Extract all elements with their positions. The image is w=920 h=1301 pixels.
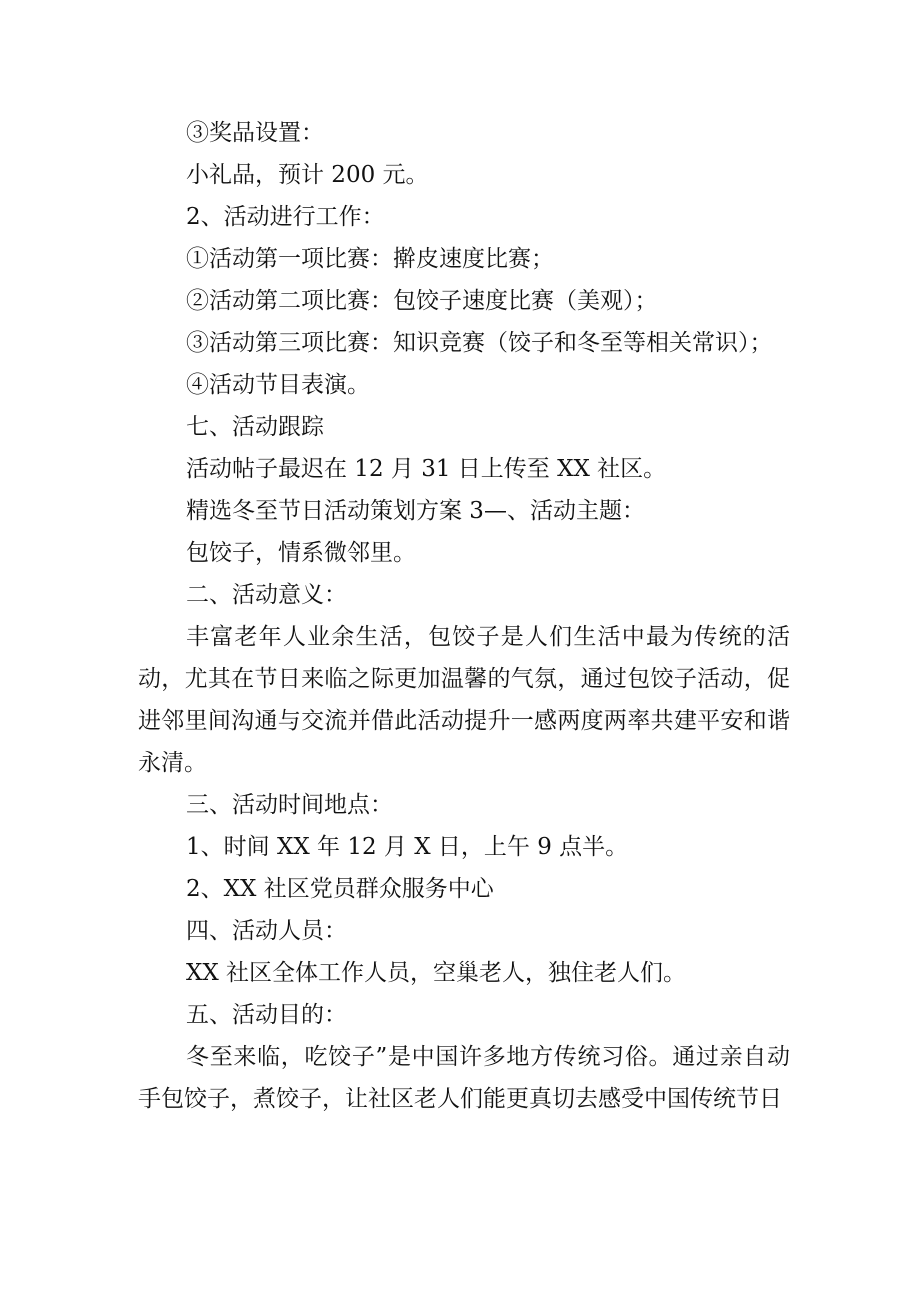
participants-line: XX 社区全体工作人员，空巢老人，独住老人们。 [186,960,687,986]
competition-3-line: ③活动第三项比赛：知识竞赛（饺子和冬至等相关常识）； [186,330,773,356]
section-4-heading: 四、活动人员： [186,918,347,944]
section-7-heading: 七、活动跟踪 [186,414,324,440]
significance-paragraph: 丰富老年人业余生活，包饺子是人们生活中最为传统的活动，尤其在节日来临之际更加温馨的气氛，通过包饺子活动，促进邻里间沟通与交流并借此活动提升一感两度两率共建平安和谐永清。 [138,624,790,776]
competition-2-line: ②活动第二项比赛：包饺子速度比赛（美观）； [186,288,658,314]
activity-work-heading: 2、活动进行工作： [186,204,385,230]
competition-1-line: ①活动第一项比赛：擀皮速度比赛； [186,246,554,272]
prize-setting-heading: ③奖品设置： [186,120,324,146]
post-upload-line: 活动帖子最迟在 12 月 31 日上传至 XX 社区。 [186,456,667,482]
performance-line: ④活动节目表演。 [186,372,370,398]
location-line: 2、XX 社区党员群众服务中心 [186,876,494,902]
theme-line: 包饺子，情系微邻里。 [186,540,416,566]
document-body [138,112,790,1120]
section-2-heading: 二、活动意义： [186,582,347,608]
section-5-heading: 五、活动目的： [186,1002,347,1028]
purpose-paragraph: 冬至来临，吃饺子”是中国许多地方传统习俗。通过亲自动手包饺子，煮饺子，让社区老人们能更真切去感受中国传统节日 [138,1044,790,1112]
time-line: 1、时间 XX 年 12 月 X 日，上午 9 点半。 [186,834,629,860]
prize-budget-line: 小礼品，预计 200 元。 [186,162,429,188]
section-3-heading: 三、活动时间地点： [186,792,393,818]
plan-3-theme-heading: 精选冬至节日活动策划方案 3—、活动主题： [186,498,645,524]
